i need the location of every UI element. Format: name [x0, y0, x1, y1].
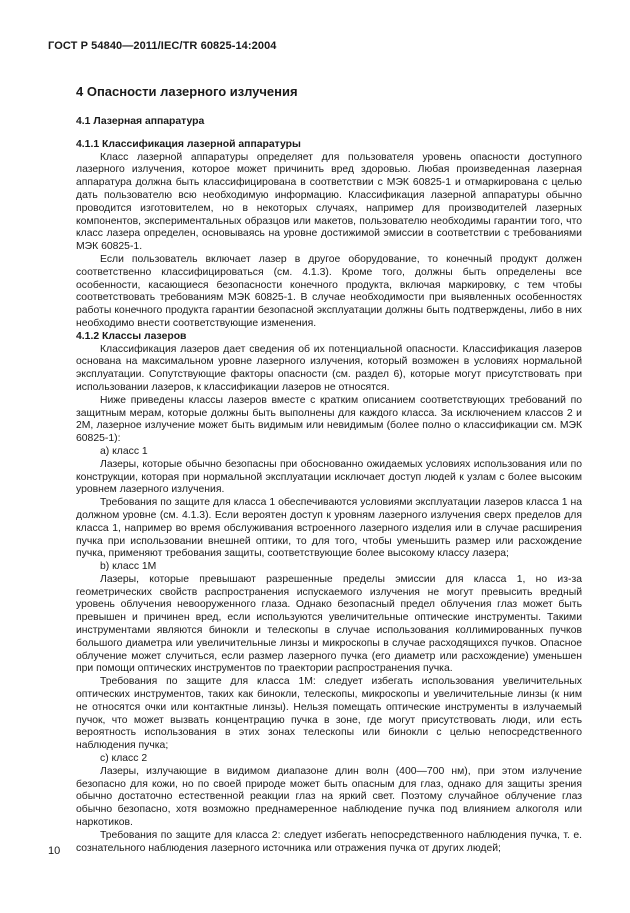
paragraph: Лазеры, излучающие в видимом диапазоне длин волн (400—700 нм), при этом излучение безопасно для кожи, но по своей природе может быть опасным для глаз, однако для защиты зрения обычно достаточно естественной реакции глаз на яркий свет. Поэтому случайное облучение глаз обычно безопасно, хотя возможно преднамеренное наблюдение пучка под влиянием алкоголя или наркотиков. — [76, 765, 582, 829]
subsection-title-4-1-2: 4.1.2 Классы лазеров — [76, 330, 187, 342]
paragraph: Лазеры, которые превышают разрешенные пределы эмиссии для класса 1, но из-за геометрических свойств распространения испускаемого излучения не могут превысить вредный уровень облучения невооруженного глаза. Однако безопасный предел облучения глаз может быть превышен и причинен вред, если используются увеличительные оптические инструменты. Такими инструментами являются бинокли и телескопы в случае использования коллимированных пучков большого диаметра или увеличительные линзы и микроскопы в случае расходящихся пучков. Опасное облучение может случиться, если размер лазерного пучка (его диаметр или расхождение) уменьшен при помощи оптических инструментов по траектории распространения пучка. — [76, 573, 582, 675]
paragraph: Требования по защите для класса 1 обеспечиваются условиями эксплуатации лазеров класса 1 на должном уровне (см. 4.1.3). Если вероятен доступ к уровням лазерного излучения сверх пределов для класса 1, например во время обслуживания встроенного лазерного изделия или в случае расширения пучка при использовании внешней оптики, то для того, чтобы уменьшить размер или расхождение пучка, применяют требования защиты, соответствующие более высокому классу лазера; — [76, 497, 582, 560]
section-title: 4 Опасности лазерного излучения — [76, 84, 298, 99]
paragraph: Классификация лазеров дает сведения об их потенциальной опасности. Классификация лазеров основана на максимальном уровне лазерного излучения, который возможен в условиях нормальной эксплуатации. Сопутствующие факторы опасности (см. раздел 6), которые могут присутствовать при использовании лазеров, к классификации лазеров не относятся. — [76, 343, 582, 393]
subsection-title-4-1: 4.1 Лазерная аппаратура — [76, 116, 205, 127]
page-number: 10 — [48, 845, 61, 857]
paragraph: Если пользователь включает лазер в другое оборудование, то конечный продукт должен соответственно классифицироваться (см. 4.1.3). Кроме того, должны быть определены все особенности, касающиеся безопасности конечного продукта, включая маркировку, с тем чтобы соответствовать требованиям МЭК 60825-1. В случае необходимости при выявленных особенностях работы конечного продукта гарантии безопасной эксплуатации должны быть подтверждены, либо в них необходимо внести соответствующие изменения. — [76, 253, 582, 329]
paragraph: Требования по защите для класса 1М: следует избегать использования увеличительных оптических инструментов, таких как бинокли, телескопы, микроскопы и увеличительные линзы (к ним не относятся очки или контактные линзы). Нельзя помещать оптические инструменты в излучаемый пучок, что может вызвать концентрацию пучка в зоне, где могут присутствовать люди, или есть вероятность использования в этих зонах телескопы или бинокли с целью непосредственного наблюдения пучка; — [76, 676, 582, 752]
list-item-label: a) класс 1 — [100, 445, 148, 457]
document-header-code: ГОСТ Р 54840—2011/IEC/TR 60825-14:2004 — [48, 40, 277, 52]
document-body — [76, 84, 582, 855]
list-item-label: b) класс 1М — [100, 561, 157, 573]
paragraph: Класс лазерной аппаратуры определяет для пользователя уровень опасности доступного лазерного излучения, которое может причинить вред здоровью. Любая произведенная лазерная аппаратура должна быть классифицирована в соответствии с МЭК 60825-1 и отмаркирована с целью дать пользователю всю необходимую информацию. Классификация лазерной аппаратуры обычно проводится изготовителем, но в некоторых случаях, например для производителей лазерных компонентов, экспериментальных образцов или макетов, пользователю необходимы гарантии того, что класс лазера определен, основываясь на уровне достижимой эмиссии в соответствии с требованиями МЭК 60825-1. — [76, 151, 582, 253]
list-item-label: c) класс 2 — [100, 753, 148, 765]
subsection-title-4-1-1: 4.1.1 Классификация лазерной аппаратуры — [76, 138, 301, 150]
paragraph: Требования по защите для класса 2: следует избегать непосредственного наблюдения пучка, т. е. сознательного наблюдения лазерного источника или отражения пучка от других людей; — [76, 829, 582, 854]
paragraph: Лазеры, которые обычно безопасны при обоснованно ожидаемых условиях использования или по конструкции, которая при нормальной эксплуатации исключает доступ людей к узлам с более высоким уровнем лазерного излучения. — [76, 458, 582, 496]
paragraph: Ниже приведены классы лазеров вместе с кратким описанием соответствующих требований по защитным мерам, которые должны быть выполнены для каждого класса. За исключением классов 2 и 2М, лазерное излучение может быть видимым или невидимым (более полно о классификации см. МЭК 60825-1): — [76, 394, 582, 445]
